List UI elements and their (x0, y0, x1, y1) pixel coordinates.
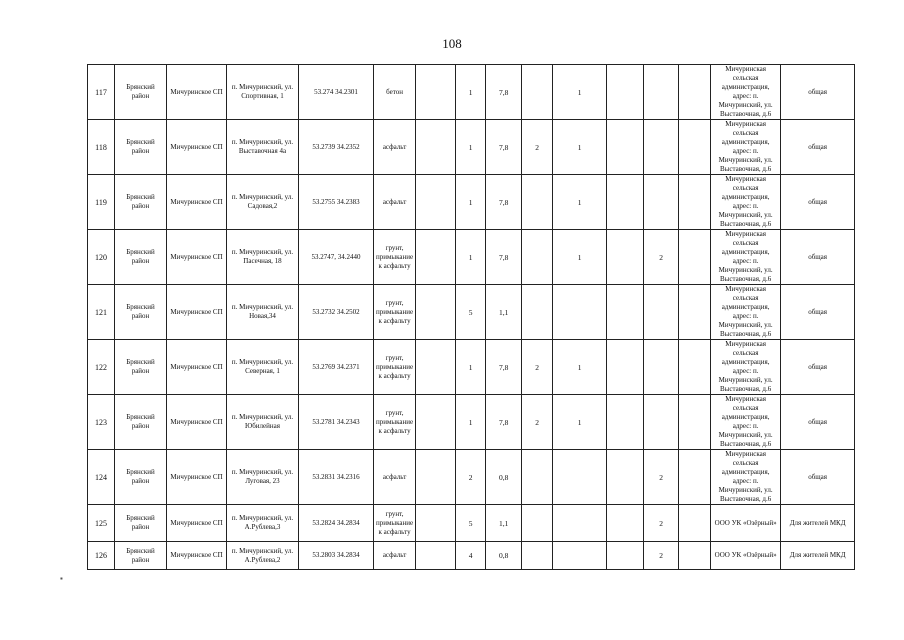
cell-count-1 (416, 285, 456, 340)
cell-usage: Для жителей МКД (781, 542, 855, 570)
cell-address: п. Мичуринский, ул. Выставочная 4а (227, 120, 299, 175)
cell-count-5: 1 (553, 120, 607, 175)
cell-usage: общая (781, 450, 855, 505)
cell-count-7 (644, 285, 679, 340)
cell-count-6 (607, 450, 644, 505)
table-row (88, 65, 855, 120)
cell-address: п. Мичуринский, ул. А.Рублева,3 (227, 505, 299, 542)
cell-count-7 (644, 395, 679, 450)
cell-count-2: 1 (456, 340, 486, 395)
cell-owner: Мичуринская сельская администрация, адрес: п. Мичуринский, ул. Выставочная, д.6 (711, 395, 781, 450)
cell-count-1 (416, 505, 456, 542)
cell-area: 7,8 (486, 65, 522, 120)
cell-settlement: Мичуринское СП (167, 542, 227, 570)
cell-number: 118 (88, 120, 115, 175)
cell-owner: Мичуринская сельская администрация, адрес: п. Мичуринский, ул. Выставочная, д.6 (711, 120, 781, 175)
cell-surface: асфальт (374, 450, 416, 505)
cell-usage: общая (781, 230, 855, 285)
cell-area: 7,8 (486, 120, 522, 175)
cell-count-7: 2 (644, 450, 679, 505)
cell-count-2: 5 (456, 505, 486, 542)
cell-coordinates: 53.2781 34.2343 (299, 395, 374, 450)
cell-settlement: Мичуринское СП (167, 340, 227, 395)
cell-usage: общая (781, 175, 855, 230)
cell-count-8 (679, 395, 711, 450)
table-row (88, 285, 855, 340)
cell-number: 123 (88, 395, 115, 450)
cell-owner: Мичуринская сельская администрация, адрес: п. Мичуринский, ул. Выставочная, д.6 (711, 285, 781, 340)
cell-count-6 (607, 120, 644, 175)
cell-surface: грунт, примыкание к асфальту (374, 505, 416, 542)
cell-settlement: Мичуринское СП (167, 65, 227, 120)
cell-count-4 (522, 175, 553, 230)
cell-count-4 (522, 450, 553, 505)
cell-count-6 (607, 230, 644, 285)
cell-area: 0,8 (486, 450, 522, 505)
cell-number: 125 (88, 505, 115, 542)
cell-number: 121 (88, 285, 115, 340)
cell-count-8 (679, 175, 711, 230)
cell-coordinates: 53.274 34.2301 (299, 65, 374, 120)
cell-count-4: 2 (522, 340, 553, 395)
cell-count-5: 1 (553, 395, 607, 450)
cell-count-2: 2 (456, 450, 486, 505)
page-number: 108 (442, 36, 462, 51)
cell-district: Брянский район (115, 340, 167, 395)
cell-settlement: Мичуринское СП (167, 505, 227, 542)
cell-count-1 (416, 340, 456, 395)
cell-surface: асфальт (374, 542, 416, 570)
cell-count-6 (607, 395, 644, 450)
cell-owner: Мичуринская сельская администрация, адрес: п. Мичуринский, ул. Выставочная, д.6 (711, 230, 781, 285)
cell-count-1 (416, 450, 456, 505)
cell-count-7 (644, 120, 679, 175)
cell-owner: Мичуринская сельская администрация, адрес: п. Мичуринский, ул. Выставочная, д.6 (711, 65, 781, 120)
cell-count-8 (679, 340, 711, 395)
cell-count-7: 2 (644, 505, 679, 542)
cell-count-7: 2 (644, 542, 679, 570)
cell-settlement: Мичуринское СП (167, 175, 227, 230)
cell-count-5: 1 (553, 65, 607, 120)
cell-count-4 (522, 542, 553, 570)
cell-coordinates: 53.2732 34.2502 (299, 285, 374, 340)
cell-count-5 (553, 285, 607, 340)
cell-usage: Для жителей МКД (781, 505, 855, 542)
cell-coordinates: 53.2803 34.2834 (299, 542, 374, 570)
cell-district: Брянский район (115, 395, 167, 450)
cell-usage: общая (781, 395, 855, 450)
cell-count-1 (416, 230, 456, 285)
cell-usage: общая (781, 120, 855, 175)
registry-table-body (88, 65, 855, 570)
cell-count-2: 1 (456, 230, 486, 285)
cell-count-7 (644, 175, 679, 230)
cell-count-7 (644, 65, 679, 120)
cell-district: Брянский район (115, 542, 167, 570)
cell-area: 1,1 (486, 285, 522, 340)
cell-count-4: 2 (522, 395, 553, 450)
cell-count-1 (416, 65, 456, 120)
cell-number: 124 (88, 450, 115, 505)
cell-district: Брянский район (115, 285, 167, 340)
cell-count-4 (522, 285, 553, 340)
cell-area: 7,8 (486, 175, 522, 230)
cell-count-5 (553, 505, 607, 542)
cell-owner: Мичуринская сельская администрация, адрес: п. Мичуринский, ул. Выставочная, д.6 (711, 175, 781, 230)
cell-address: п. Мичуринский, ул. Садовая,2 (227, 175, 299, 230)
cell-coordinates: 53.2824 34.2834 (299, 505, 374, 542)
table-row (88, 542, 855, 570)
cell-owner: Мичуринская сельская администрация, адрес: п. Мичуринский, ул. Выставочная, д.6 (711, 450, 781, 505)
cell-count-6 (607, 542, 644, 570)
cell-number: 117 (88, 65, 115, 120)
cell-count-8 (679, 285, 711, 340)
cell-district: Брянский район (115, 65, 167, 120)
cell-count-1 (416, 120, 456, 175)
cell-coordinates: 53.2755 34.2383 (299, 175, 374, 230)
table-row (88, 450, 855, 505)
cell-coordinates: 53.2739 34.2352 (299, 120, 374, 175)
cell-number: 126 (88, 542, 115, 570)
cell-count-8 (679, 65, 711, 120)
cell-settlement: Мичуринское СП (167, 450, 227, 505)
cell-count-2: 1 (456, 395, 486, 450)
cell-owner: ООО УК «Озёрный» (711, 542, 781, 570)
cell-area: 1,1 (486, 505, 522, 542)
cell-settlement: Мичуринское СП (167, 230, 227, 285)
table-row (88, 505, 855, 542)
cell-count-8 (679, 230, 711, 285)
cell-area: 0,8 (486, 542, 522, 570)
cell-surface: бетон (374, 65, 416, 120)
cell-count-4 (522, 65, 553, 120)
cell-district: Брянский район (115, 175, 167, 230)
cell-address: п. Мичуринский, ул. Северная, 1 (227, 340, 299, 395)
cell-count-6 (607, 175, 644, 230)
cell-count-5: 1 (553, 175, 607, 230)
cell-address: п. Мичуринский, ул. Спортивная, 1 (227, 65, 299, 120)
cell-count-2: 1 (456, 175, 486, 230)
cell-coordinates: 53.2831 34.2316 (299, 450, 374, 505)
cell-surface: грунт, примыкание к асфальту (374, 285, 416, 340)
cell-count-5 (553, 542, 607, 570)
cell-count-4 (522, 230, 553, 285)
cell-surface: грунт, примыкание к асфальту (374, 340, 416, 395)
cell-area: 7,8 (486, 340, 522, 395)
cell-settlement: Мичуринское СП (167, 120, 227, 175)
cell-address: п. Мичуринский, ул. Луговая, 23 (227, 450, 299, 505)
cell-district: Брянский район (115, 505, 167, 542)
cell-settlement: Мичуринское СП (167, 395, 227, 450)
cell-count-8 (679, 450, 711, 505)
cell-address: п. Мичуринский, ул. Юбилейная (227, 395, 299, 450)
cell-count-5 (553, 450, 607, 505)
cell-count-6 (607, 65, 644, 120)
cell-count-2: 4 (456, 542, 486, 570)
cell-owner: Мичуринская сельская администрация, адрес: п. Мичуринский, ул. Выставочная, д.6 (711, 340, 781, 395)
cell-number: 120 (88, 230, 115, 285)
registry-table (87, 64, 855, 570)
cell-count-7 (644, 340, 679, 395)
cell-count-6 (607, 285, 644, 340)
cell-owner: ООО УК «Озёрный» (711, 505, 781, 542)
cell-district: Брянский район (115, 230, 167, 285)
cell-count-5: 1 (553, 340, 607, 395)
cell-surface: асфальт (374, 120, 416, 175)
table-row (88, 395, 855, 450)
cell-count-8 (679, 505, 711, 542)
cell-coordinates: 53.2747, 34.2440 (299, 230, 374, 285)
cell-area: 7,8 (486, 395, 522, 450)
cell-surface: грунт, примыкание к асфальту (374, 395, 416, 450)
cell-count-4 (522, 505, 553, 542)
cell-count-2: 5 (456, 285, 486, 340)
cell-surface: асфальт (374, 175, 416, 230)
table-row (88, 120, 855, 175)
cell-count-1 (416, 395, 456, 450)
cell-area: 7,8 (486, 230, 522, 285)
table-row (88, 230, 855, 285)
cell-district: Брянский район (115, 450, 167, 505)
cell-count-8 (679, 542, 711, 570)
cell-address: п. Мичуринский, ул. Новая,34 (227, 285, 299, 340)
cell-usage: общая (781, 65, 855, 120)
cell-count-6 (607, 340, 644, 395)
cell-settlement: Мичуринское СП (167, 285, 227, 340)
cell-number: 119 (88, 175, 115, 230)
cell-count-4: 2 (522, 120, 553, 175)
cell-count-1 (416, 542, 456, 570)
cell-usage: общая (781, 285, 855, 340)
table-row (88, 175, 855, 230)
cell-count-6 (607, 505, 644, 542)
table-row (88, 340, 855, 395)
cell-district: Брянский район (115, 120, 167, 175)
cell-count-1 (416, 175, 456, 230)
cell-count-2: 1 (456, 65, 486, 120)
cell-surface: грунт, примыкание к асфальту (374, 230, 416, 285)
cell-count-8 (679, 120, 711, 175)
cell-count-5: 1 (553, 230, 607, 285)
scan-mark: ▪ (60, 574, 63, 583)
cell-address: п. Мичуринский, ул. А.Рублева,2 (227, 542, 299, 570)
cell-count-2: 1 (456, 120, 486, 175)
cell-address: п. Мичуринский, ул. Пасечная, 18 (227, 230, 299, 285)
cell-usage: общая (781, 340, 855, 395)
cell-count-7: 2 (644, 230, 679, 285)
cell-number: 122 (88, 340, 115, 395)
cell-coordinates: 53.2769 34.2371 (299, 340, 374, 395)
